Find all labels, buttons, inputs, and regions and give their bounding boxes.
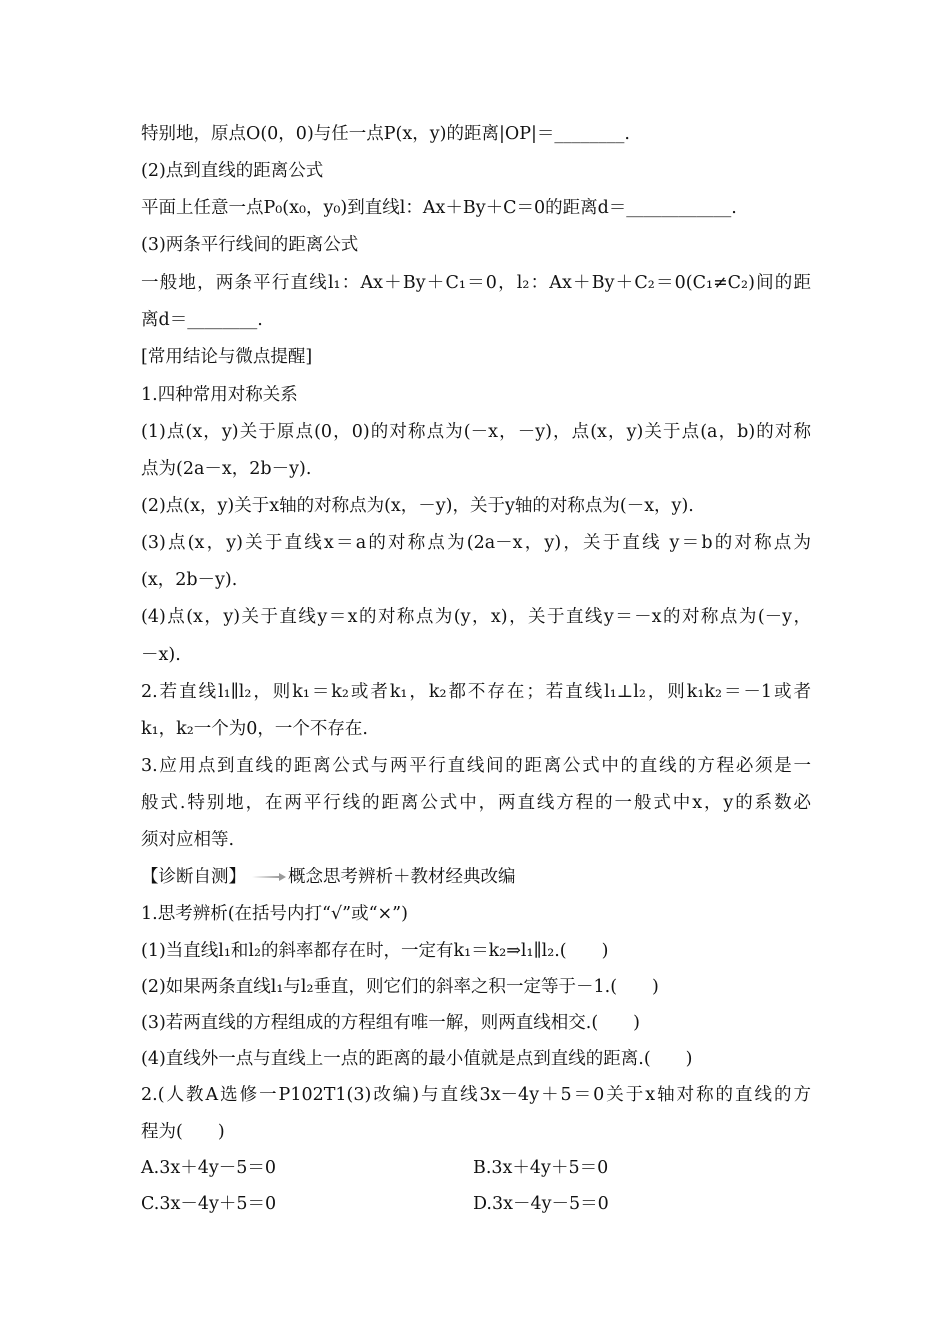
text-line-symmetry-1: (1)点(x，y)关于原点(0，0)的对称点为(－x，－y)，点(x，y)关于点(a，b)的对称: [141, 422, 811, 442]
question-1-item-1: (1)当直线l₁和l₂的斜率都存在时，一定有k₁＝k₂⇒l₁∥l₂.( ): [141, 941, 609, 961]
options-row-1: [141, 1156, 811, 1180]
question-1-title: 1.思考辨析(在括号内打“√”或“×”): [141, 904, 408, 924]
text-line-symmetry-2: (2)点(x，y)关于x轴的对称点为(x，－y)，关于y轴的对称点为(－x，y).: [141, 496, 694, 516]
option-d: D.3x－4y－5＝0: [473, 1194, 609, 1214]
question-1-item-3: (3)若两直线的方程组成的方程组有唯一解，则两直线相交.( ): [141, 1013, 641, 1033]
heading-parallel-distance: (3)两条平行线间的距离公式: [141, 235, 359, 255]
text-line-general-form: 3.应用点到直线的距离公式与两平行直线间的距离公式中的直线的方程必须是一: [141, 756, 811, 776]
diagnosis-header: [141, 865, 516, 889]
text-line-op-distance: 特别地，原点O(0，0)与任一点P(x，y)的距离|OP|＝________.: [141, 124, 630, 144]
text-line-point-line-formula: 平面上任意一点P₀(x₀，y₀)到直线l：Ax＋By＋C＝0的距离d＝____________.: [141, 198, 737, 218]
text-line-symmetry-1-cont: 点为(2a－x，2b－y).: [141, 459, 312, 479]
heading-symmetry: 1.四种常用对称关系: [141, 385, 298, 405]
question-2-stem: 2.(人教A选修一P102T1(3)改编)与直线3x－4y＋5＝0关于x轴对称的直线的方: [141, 1085, 811, 1105]
question-1-item-4: (4)直线外一点与直线上一点的距离的最小值就是点到直线的距离.( ): [141, 1049, 693, 1069]
text-line-parallel-perpendicular-cont: k₁，k₂一个为0，一个不存在.: [141, 719, 368, 739]
question-1-item-2: (2)如果两条直线l₁与l₂垂直，则它们的斜率之积一定等于－1.( ): [141, 977, 659, 997]
diagnosis-subtitle: 概念思考辨析＋教材经典改编: [288, 867, 516, 887]
text-line-parallel-formula-cont: 离d＝________.: [141, 310, 263, 330]
options-row-2: [141, 1192, 811, 1216]
text-line-symmetry-3: (3)点(x，y)关于直线x＝a的对称点为(2a－x，y)，关于直线 y＝b的对称点为: [141, 533, 811, 553]
question-2-stem-cont: 程为( ): [141, 1122, 225, 1142]
option-c: C.3x－4y＋5＝0: [141, 1194, 277, 1214]
right-arrow-icon: [252, 872, 286, 882]
heading-point-line-distance: (2)点到直线的距离公式: [141, 161, 324, 181]
text-line-general-form-end: 须对应相等.: [141, 830, 235, 850]
section-heading-conclusions: [常用结论与微点提醒]: [141, 347, 313, 367]
text-line-symmetry-4-cont: －x).: [141, 645, 181, 665]
diagnosis-title: 【诊断自测】: [141, 867, 246, 887]
text-line-parallel-perpendicular: 2.若直线l₁∥l₂，则k₁＝k₂或者k₁，k₂都不存在；若直线l₁⊥l₂，则k₁k₂＝－1或者: [141, 682, 811, 702]
option-b: B.3x＋4y＋5＝0: [473, 1158, 609, 1178]
text-line-parallel-formula: 一般地，两条平行直线l₁：Ax＋By＋C₁＝0，l₂：Ax＋By＋C₂＝0(C₁≠C₂)间的距: [141, 273, 811, 293]
text-line-general-form-cont: 般式.特别地，在两平行线的距离公式中，两直线方程的一般式中x，y的系数必: [141, 793, 811, 813]
text-line-symmetry-4: (4)点(x，y)关于直线y＝x的对称点为(y，x)，关于直线y＝－x的对称点为(－y，: [141, 607, 811, 627]
option-a: A.3x＋4y－5＝0: [141, 1158, 276, 1178]
text-line-symmetry-3-cont: (x，2b－y).: [141, 570, 238, 590]
